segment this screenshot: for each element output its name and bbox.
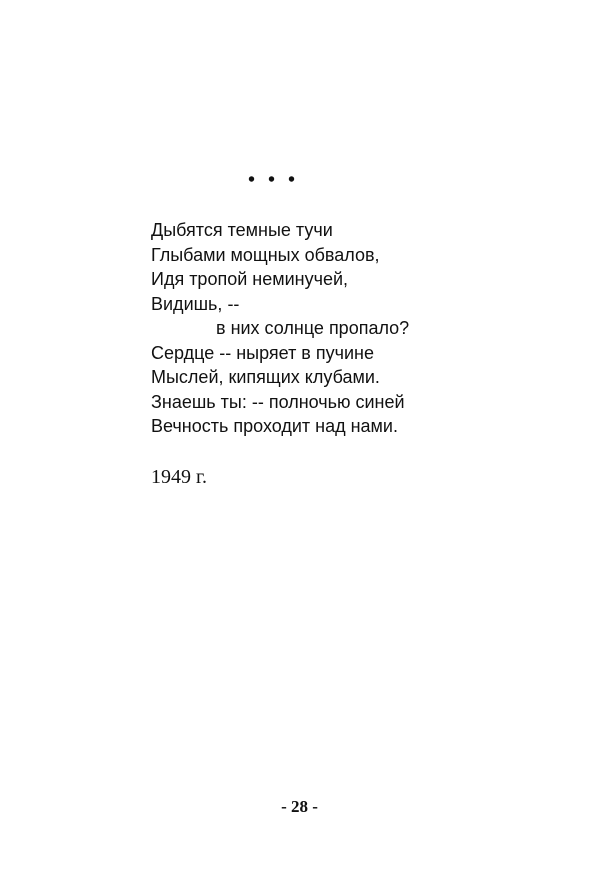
poem-line: Глыбами мощных обвалов, bbox=[151, 244, 380, 265]
page-number: - 28 - bbox=[281, 797, 318, 816]
poem-line: Видишь, -- bbox=[151, 293, 240, 314]
section-ornament: • • • bbox=[248, 169, 300, 191]
poem-line: Сердце -- ныряет в пучине bbox=[151, 342, 375, 363]
poem-date: 1949 г. bbox=[151, 466, 207, 488]
poem-line-indented: в них солнце пропало? bbox=[216, 318, 410, 338]
poem-line: Дыбятся темные тучи bbox=[151, 220, 333, 240]
poem-body bbox=[151, 218, 511, 439]
poem-line: Идя тропой неминучей, bbox=[151, 269, 349, 289]
poem-line: Вечность проходит над нами. bbox=[151, 416, 398, 436]
poem-line: Мыслей, кипящих клубами. bbox=[151, 367, 380, 387]
poem-line: Знаешь ты: -- полночью синей bbox=[151, 391, 405, 412]
